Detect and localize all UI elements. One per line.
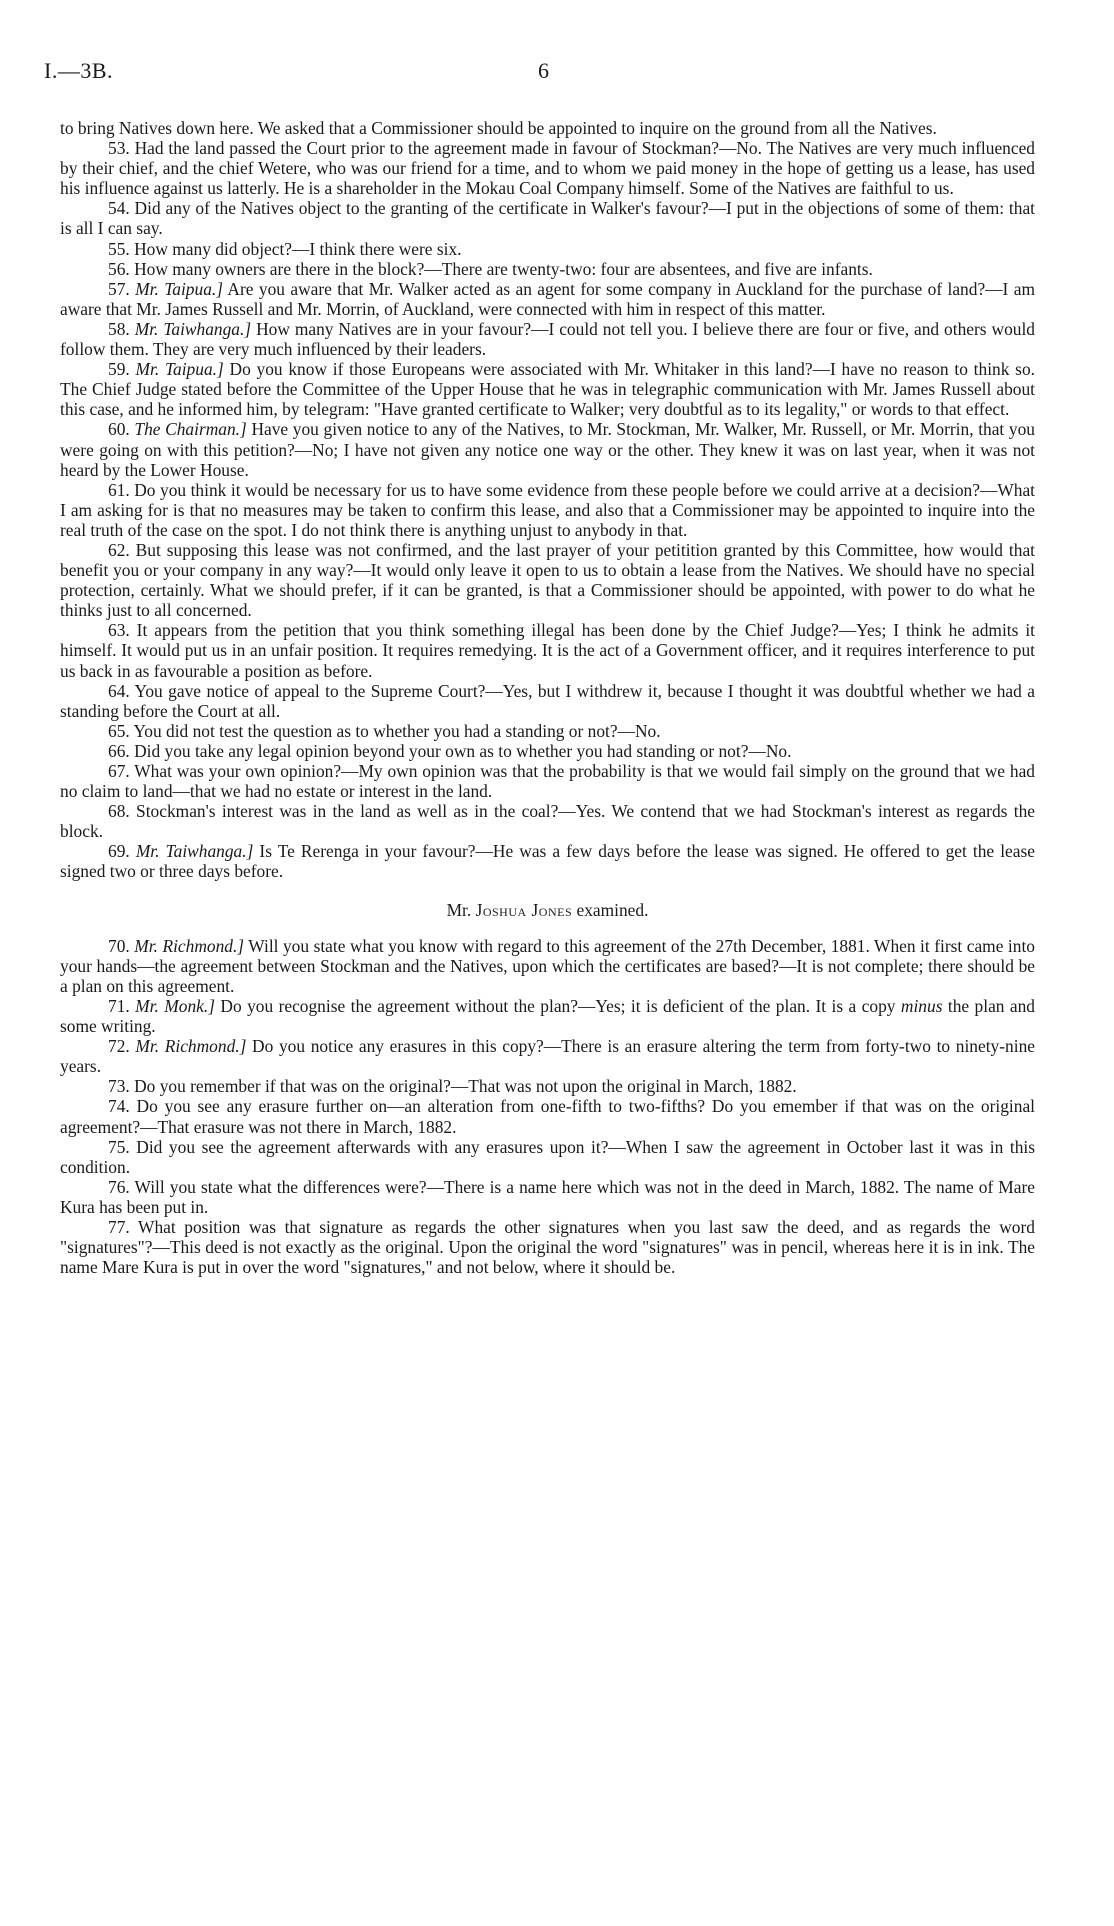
- question-number: 70.: [108, 935, 130, 956]
- italic-word: minus: [900, 995, 943, 1016]
- paragraph: 61. Do you think it would be necessary for us to have some evidence from these people before we could arrive at a decision?—What I am asking for is that no measures may be taken to confirm this lease, and also that a Commissioner may be appointed to inquire into the real truth of the case on the spot. I do not think there is anything unjust to anybody in that.: [60, 479, 1035, 540]
- question-text: Are you aware that Mr. Walker acted as an agent for some company in Auckland for the purchase of land?—I am aware that Mr. James Russell and Mr. Morrin, of Auckland, were connected with him in respect of this matter.: [60, 278, 1035, 319]
- paragraph: [60, 419, 1035, 479]
- document-reference: I.—3B.: [44, 58, 113, 83]
- paragraph: 75. Did you see the agreement afterwards with any erasures upon it?—When I saw the agreement in October last it was in this condition.: [60, 1136, 1035, 1177]
- paragraph: 63. It appears from the petition that you think something illegal has been done by the Chief Judge?—Yes; I think he admits it himself. It would put us in an unfair position. It requires remedying. It is the act of a Government officer, and it requires interference to put us back in as favourable a position as before.: [60, 620, 1035, 681]
- page-header: [44, 58, 1044, 92]
- speaker-name: Mr. Taipua.]: [135, 359, 224, 380]
- paragraph: 54. Did any of the Natives object to the granting of the certificate in Walker's favour?—I put in the objections of some of them: that is all I can say.: [60, 198, 1035, 239]
- paragraph: to bring Natives down here. We asked that a Commissioner should be appointed to inquire on the ground from all the Natives.: [60, 118, 937, 138]
- speaker-name: Mr. Richmond.]: [135, 1036, 247, 1057]
- paragraph: [60, 996, 1035, 1036]
- paragraph: 67. What was your own opinion?—My own opinion was that the probability is that we would fail simply on the ground that we had no claim to land—that we had no estate or interest in the land.: [60, 761, 1035, 802]
- paragraph: [60, 841, 1035, 881]
- paragraph: 65. You did not test the question as to whether you had a standing or not?—No.: [108, 720, 661, 741]
- page-number: 6: [538, 58, 549, 83]
- paragraph: [60, 319, 1035, 359]
- question-number: 72.: [108, 1036, 130, 1057]
- speaker-name: Mr. Richmond.]: [134, 935, 245, 956]
- body-text: [60, 118, 1035, 1277]
- question-text: Do you recognise the agreement without the plan?—Yes; it is deficient of the plan. It is a copy: [214, 995, 901, 1016]
- question-text: Do you know if those Europeans were associated with Mr. Whitaker in this land?—I have no reason to think so. The Chief Judge stated before the Committee of the Upper House that he was in telegraphic communication with Mr. James Russell about this case, and he informed him, by telegram: "Have granted certificate to Walker; very doubtful as to its legality," or words to that effect.: [60, 359, 1035, 420]
- paragraph: 56. How many owners are there in the block?—There are twenty-two: four are absentees, and five are infants.: [108, 258, 873, 279]
- witness-name: Joshua Jones: [475, 899, 573, 920]
- paragraph: 68. Stockman's interest was in the land as well as in the coal?—Yes. We contend that we had Stockman's interest as regards the block.: [60, 801, 1035, 842]
- paragraph: 74. Do you see any erasure further on—an alteration from one-fifth to two-fifths? Do you emember if that was on the original agreement?—That erasure was not there in March, 1882.: [60, 1096, 1035, 1137]
- paragraph: 55. How many did object?—I think there were six.: [108, 238, 462, 259]
- question-number: 60.: [108, 419, 130, 440]
- question-text: Do you notice any erasures in this copy?—There is an erasure altering the term from forty-two to ninety-nine years.: [60, 1036, 1035, 1077]
- paragraph: 53. Had the land passed the Court prior to the agreement made in favour of Stockman?—No. The Natives are very much influenced by their chief, and the chief Wetere, who was our friend for a time, and to whom we paid money in the hope of getting us a lease, has used his influence against us latterly. He is a shareholder in the Mokau Coal Company himself. Some of the Natives are faithful to us.: [60, 138, 1035, 199]
- paragraph: [60, 279, 1035, 319]
- paragraph: 76. Will you state what the differences were?—There is a name here which was not in the deed in March, 1882. The name of Mare Kura has been put in.: [60, 1176, 1035, 1217]
- paragraph: 62. But supposing this lease was not confirmed, and the last prayer of your petitition granted by this Committee, how would that benefit you or your company in any way?—It would only leave it open to us to obtain a lease from the Natives. We should have no special protection, certainly. What we should prefer, if it can be granted, is that a Commissioner should be appointed, with power to do what he thinks just to all concerned.: [60, 539, 1035, 621]
- paragraph: 64. You gave notice of appeal to the Supreme Court?—Yes, but I withdrew it, because I thought it was doubtful whether we had a standing before the Court at all.: [60, 680, 1035, 721]
- question-number: 59.: [108, 359, 130, 380]
- speaker-name: Mr. Taipua.]: [135, 278, 223, 299]
- paragraph: 73. Do you remember if that was on the original?—That was not upon the original in March, 1882.: [108, 1076, 797, 1097]
- speaker-name: The Chairman.]: [134, 419, 247, 440]
- speaker-name: Mr. Taiwhanga.]: [135, 841, 254, 862]
- question-text: the plan and some writing.: [60, 995, 1036, 1037]
- section-heading: Mr. Joshua Jones examined.: [446, 899, 649, 920]
- question-text: Have you given notice to any of the Natives, to Mr. Stockman, Mr. Walker, Mr. Russell, or Mr. Morrin, that you were going on with this petition?—No; I have not given any notice one way or the other. They knew it was on last year, when it was not heard by the Lower House.: [60, 419, 1035, 480]
- paragraph: 66. Did you take any legal opinion beyond your own as to whether you had standing or not?—No.: [108, 740, 792, 761]
- question-number: 69.: [108, 841, 130, 862]
- question-number: 58.: [108, 318, 130, 339]
- question-text: Will you state what you know with regard to this agreement of the 27th December, 1881. When it first came into your hands—the agreement between Stockman and the Natives, upon which the certificates are based?—It is not complete; there should be a plan on this agreement.: [60, 935, 1035, 996]
- paragraph: [60, 359, 1035, 419]
- paragraph: [60, 1036, 1035, 1076]
- question-text: Is Te Rerenga in your favour?—He was a few days before the lease was signed. He offered to get the lease signed two or three days before.: [60, 841, 1035, 882]
- question-number: 57.: [108, 278, 130, 299]
- paragraph: [60, 936, 1035, 996]
- question-number: 71.: [108, 995, 130, 1016]
- paragraph: 77. What position was that signature as regards the other signatures when you last saw the deed, and as regards the word "signatures"?—This deed is not exactly as the original. Upon the original the word "signatures" was in pencil, whereas here it is in ink. The name Mare Kura is put in over the word "signatures," and not below, where it should be.: [60, 1216, 1035, 1278]
- question-text: How many Natives are in your favour?—I could not tell you. I believe there are four or five, and others would follow them. They are very much influenced by their leaders.: [60, 318, 1035, 360]
- speaker-name: Mr. Taiwhanga.]: [134, 318, 252, 339]
- speaker-name: Mr. Monk.]: [135, 995, 215, 1016]
